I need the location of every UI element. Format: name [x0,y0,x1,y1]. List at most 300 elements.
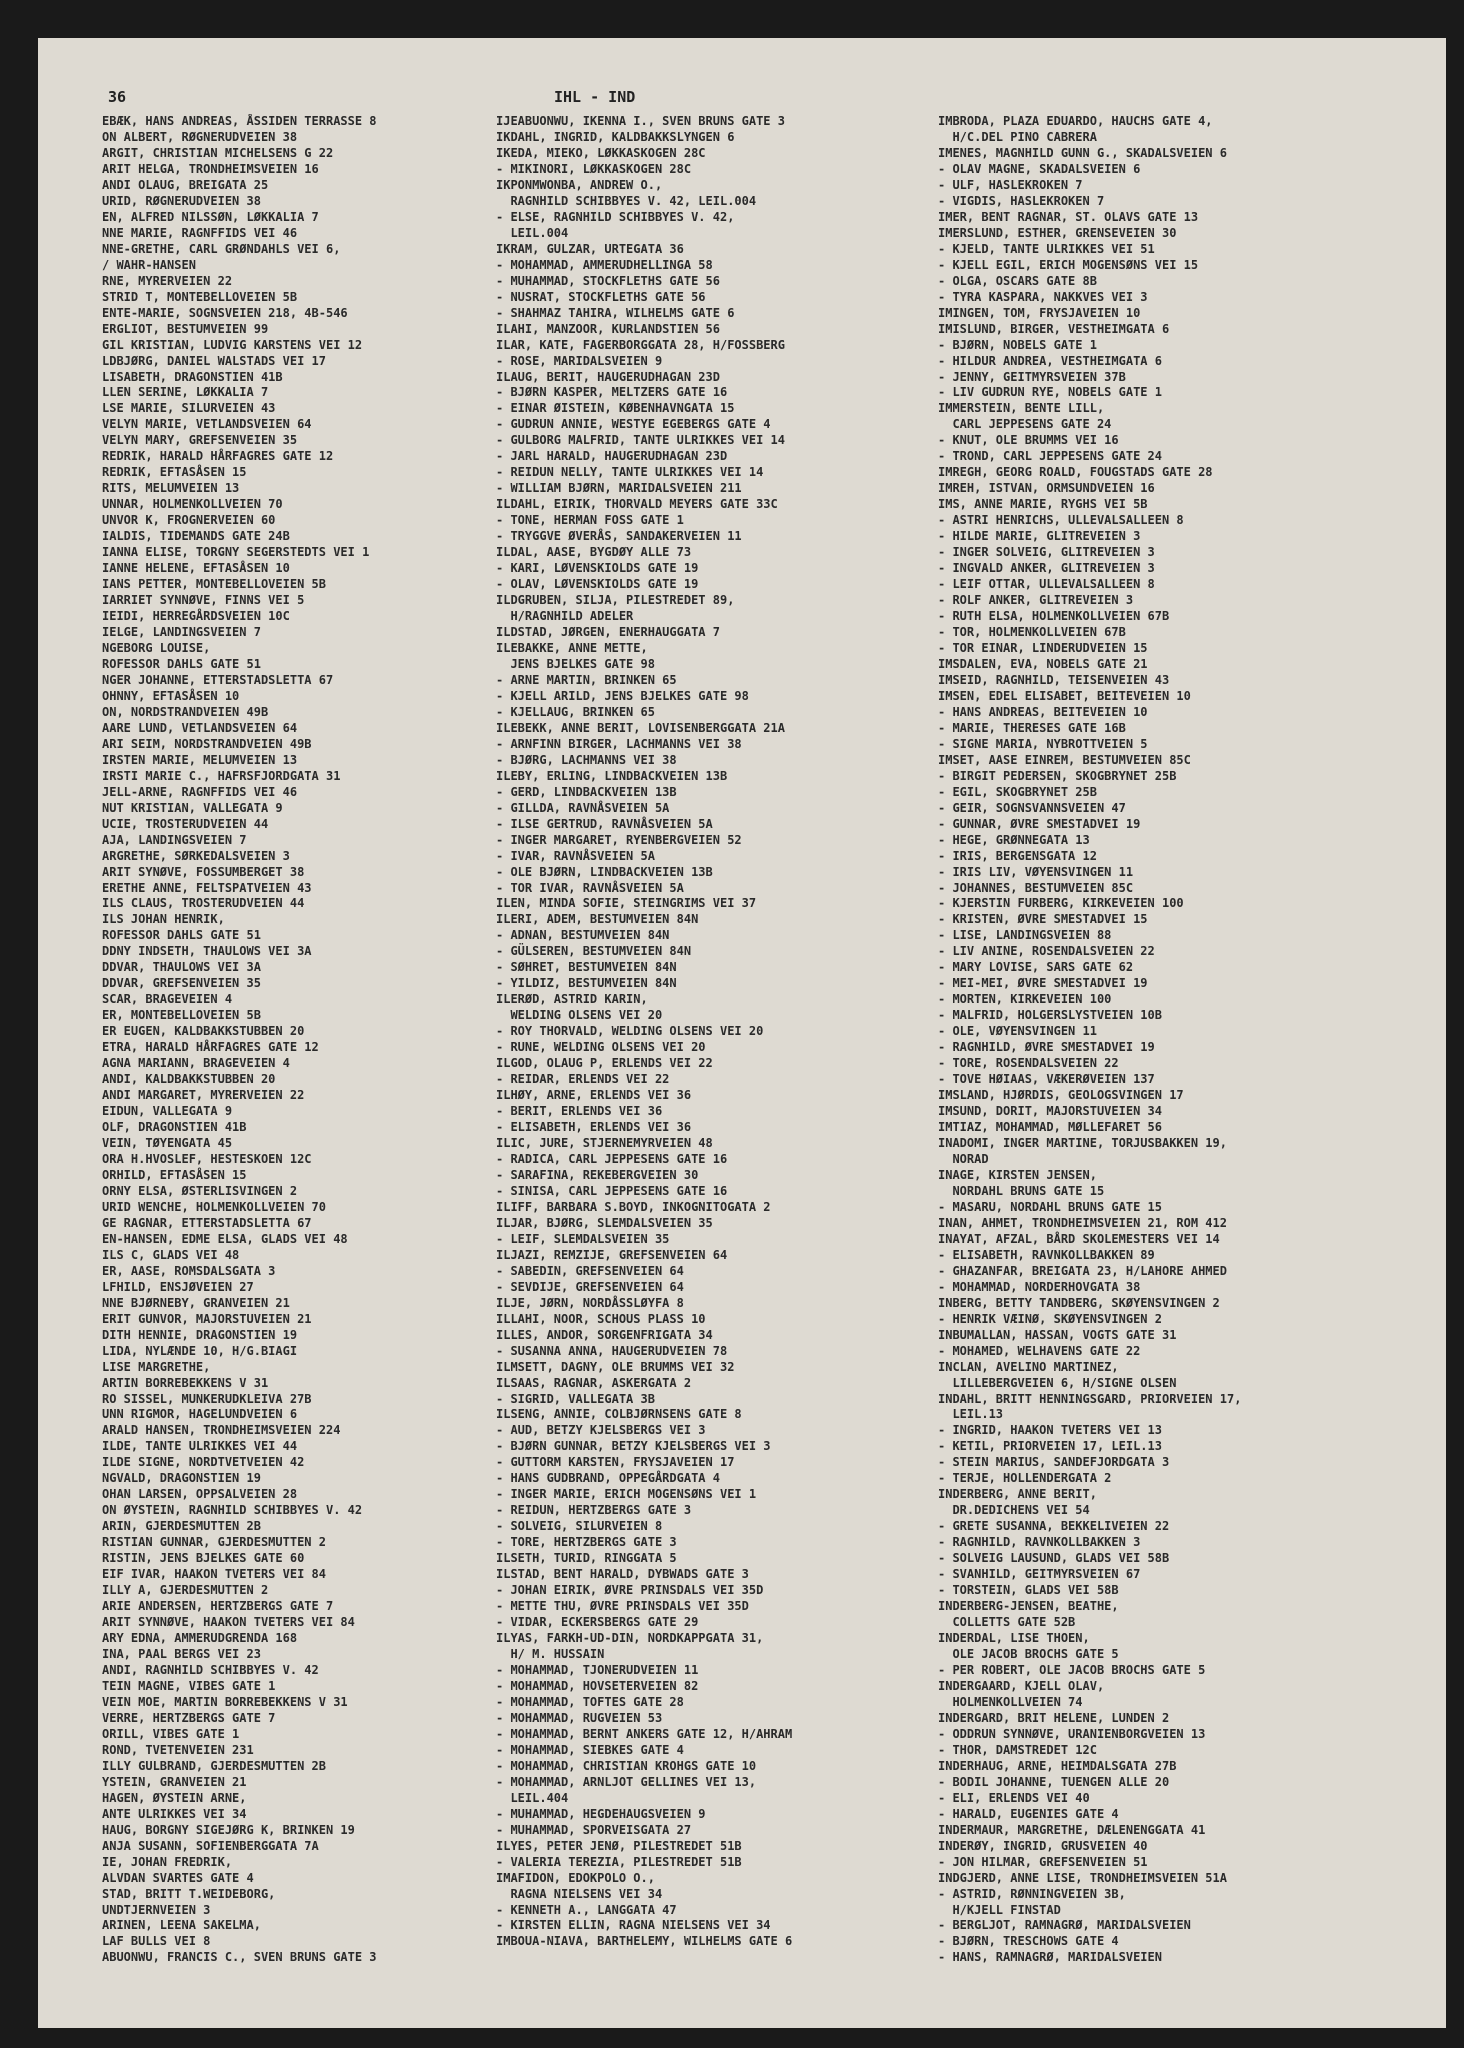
directory-entry: UCIE, TROSTERUDVEIEN 44 [102,816,269,831]
directory-entry: - HANS, RAMNAGRØ, MARIDALSVEIEN [938,1950,1162,1965]
directory-entry: - KETIL, PRIORVEIEN 17, LEIL.13 [938,1439,1162,1454]
directory-entry: ILJE, JØRN, NORDÅSSLØYFA 8 [496,1295,684,1310]
directory-entry: ILIFF, BARBARA S.BOYD, INKOGNITOGATA 2 [496,1199,771,1214]
directory-entry: - BJØRN, NOBELS GATE 1 [938,337,1097,352]
directory-entry: LILLEBERGVEIEN 6, H/SIGNE OLSEN [938,1375,1177,1390]
directory-entry: - TOR EINAR, LINDERUDVEIEN 15 [938,640,1148,655]
directory-entry: ORNY ELSA, ØSTERLISVINGEN 2 [102,1183,298,1198]
directory-entry: - GULBORG MALFRID, TANTE ULRIKKES VEI 14 [496,433,785,448]
directory-entry: - SIGRID, VALLEGATA 3B [496,1391,655,1406]
directory-entry: - KJELD, TANTE ULRIKKES VEI 51 [938,241,1155,256]
directory-entry: VERRE, HERTZBERGS GATE 7 [102,1710,276,1725]
directory-entry: INDERGARD, BRIT HELENE, LUNDEN 2 [938,1710,1170,1725]
page-name-range: IHL - IND [554,88,636,106]
directory-entry: - TORSTEIN, GLADS VEI 58B [938,1583,1119,1598]
directory-entry: - RAGNHILD, ØVRE SMESTADVEI 19 [938,1040,1155,1055]
directory-entry: - KRISTEN, ØVRE SMESTADVEI 15 [938,912,1148,927]
directory-entry: - TOVE HØIAAS, VÆKERØVEIEN 137 [938,1072,1155,1087]
directory-entry: ARINEN, LEENA SAKELMA, [102,1918,261,1933]
directory-entry: VELYN MARY, GREFSENVEIEN 35 [102,433,298,448]
directory-entry: ILJAZI, REMZIJE, GREFSENVEIEN 64 [496,1247,728,1262]
directory-entry: - ROY THORVALD, WELDING OLSENS VEI 20 [496,1024,764,1039]
directory-entry: IANS PETTER, MONTEBELLOVEIEN 5B [102,577,326,592]
directory-entry: ILHØY, ARNE, ERLENDS VEI 36 [496,1088,692,1103]
directory-entry: ON ALBERT, RØGNERUDVEIEN 38 [102,129,298,144]
directory-entry: INDERGAARD, KJELL OLAV, [938,1678,1105,1693]
directory-entry: RAGNA NIELSENS VEI 34 [496,1886,663,1901]
directory-entry: - EGIL, SKOGBRYNET 25B [938,784,1097,799]
directory-entry: GIL KRISTIAN, LUDVIG KARSTENS VEI 12 [102,337,363,352]
directory-entry: INCLAN, AVELINO MARTINEZ, [938,1359,1119,1374]
directory-entry: IMTIAZ, MOHAMMAD, MØLLEFARET 56 [938,1120,1162,1135]
directory-entry: - PER ROBERT, OLE JACOB BROCHS GATE 5 [938,1662,1206,1677]
directory-entry: - EINAR ØISTEIN, KØBENHAVNGATA 15 [496,401,735,416]
directory-entry: JELL-ARNE, RAGNFFIDS VEI 46 [102,784,298,799]
directory-entry: - YILDIZ, BESTUMVEIEN 84N [496,976,677,991]
directory-entry: IMS, ANNE MARIE, RYGHS VEI 5B [938,497,1148,512]
directory-entry: - ELI, ERLENDS VEI 40 [938,1790,1090,1805]
directory-entry: ARTIN BORREBEKKENS V 31 [102,1375,269,1390]
directory-entry: LEIL.004 [496,225,569,240]
directory-entry: ILAHI, MANZOOR, KURLANDSTIEN 56 [496,321,720,336]
directory-entry: IKPONMWONBA, ANDREW O., [496,177,663,192]
directory-entry: TEIN MAGNE, VIBES GATE 1 [102,1678,276,1693]
directory-entry: - TORE, ROSENDALSVEIEN 22 [938,1056,1119,1071]
directory-entry: - BJØRN GUNNAR, BETZY KJELSBERGS VEI 3 [496,1439,771,1454]
directory-entry: - GEIR, SOGNSVANNSVEIEN 47 [938,800,1126,815]
directory-entry: - VIGDIS, HASLEKROKEN 7 [938,193,1105,208]
directory-entry: RO SISSEL, MUNKERUDKLEIVA 27B [102,1391,312,1406]
directory-entry: - MASARU, NORDAHL BRUNS GATE 15 [938,1199,1162,1214]
directory-entry: - MIKINORI, LØKKASKOGEN 28C [496,161,692,176]
directory-entry: DR.DEDICHENS VEI 54 [938,1503,1090,1518]
directory-entry: INAN, AHMET, TRONDHEIMSVEIEN 21, ROM 412 [938,1215,1227,1230]
directory-entry: IMMERSTEIN, BENTE LILL, [938,401,1105,416]
directory-entry: NNE BJØRNEBY, GRANVEIEN 21 [102,1295,290,1310]
directory-entry: - SØHRET, BESTUMVEIEN 84N [496,960,677,975]
directory-entry: IMSLAND, HJØRDIS, GEOLOGSVINGEN 17 [938,1088,1184,1103]
directory-entry: IALDIS, TIDEMANDS GATE 24B [102,529,290,544]
directory-entry: IRSTEN MARIE, MELUMVEIEN 13 [102,752,298,767]
directory-entry: - HEGE, GRØNNEGATA 13 [938,832,1090,847]
directory-entry: - MOHAMMAD, BERNT ANKERS GATE 12, H/AHRAM [496,1726,793,1741]
directory-entry: ER EUGEN, KALDBAKKSTUBBEN 20 [102,1024,305,1039]
directory-entry: - ASTRI HENRICHS, ULLEVALSALLEEN 8 [938,513,1184,528]
directory-entry: - MOHAMMAD, TOFTES GATE 28 [496,1694,684,1709]
directory-entry: UNDTJERNVEIEN 3 [102,1902,211,1917]
directory-entry: ILYES, PETER JENØ, PILESTREDET 51B [496,1838,742,1853]
directory-entry: - TOR IVAR, RAVNÅSVEIEN 5A [496,880,684,895]
directory-entry: RISTIAN GUNNAR, GJERDESMUTTEN 2 [102,1535,326,1550]
directory-entry: SCAR, BRAGEVEIEN 4 [102,992,233,1007]
directory-entry: - MOHAMMAD, TJONERUDVEIEN 11 [496,1662,699,1677]
directory-entry: ILEN, MINDA SOFIE, STEINGRIMS VEI 37 [496,896,757,911]
directory-entry: URID, RØGNERUDVEIEN 38 [102,193,261,208]
directory-entry: - MALFRID, HOLGERSLYSTVEIEN 10B [938,1008,1162,1023]
directory-entry: ER, MONTEBELLOVEIEN 5B [102,1008,261,1023]
directory-entry: - MEI-MEI, ØVRE SMESTADVEI 19 [938,976,1148,991]
directory-entry: ANTE ULRIKKES VEI 34 [102,1806,247,1821]
directory-entry: IMAFIDON, EDOKPOLO O., [496,1870,655,1885]
page-number: 36 [108,88,127,106]
directory-entry: ER, AASE, ROMSDALSGATA 3 [102,1263,276,1278]
directory-entry: - ILSE GERTRUD, RAVNÅSVEIEN 5A [496,816,713,831]
directory-entry: ILS C, GLADS VEI 48 [102,1247,240,1262]
directory-entry: - NUSRAT, STOCKFLETHS GATE 56 [496,289,706,304]
directory-entry: HOLMENKOLLVEIEN 74 [938,1694,1083,1709]
directory-entry: IJEABUONWU, IKENNA I., SVEN BRUNS GATE 3 [496,114,785,128]
directory-entry: - INGVALD ANKER, GLITREVEIEN 3 [938,561,1155,576]
directory-entry: EN, ALFRED NILSSØN, LØKKALIA 7 [102,209,319,224]
directory-entry: - LEIF OTTAR, ULLEVALSALLEEN 8 [938,577,1155,592]
directory-entry: EIDUN, VALLEGATA 9 [102,1104,233,1119]
directory-entry: ARIT SYNNØVE, HAAKON TVETERS VEI 84 [102,1615,355,1630]
directory-entry: NORAD [938,1151,989,1166]
directory-entry: - ELISABETH, ERLENDS VEI 36 [496,1120,692,1135]
directory-entry: DDVAR, GREFSENVEIEN 35 [102,976,261,991]
directory-entry: - WILLIAM BJØRN, MARIDALSVEIEN 211 [496,481,742,496]
directory-entry: NGVALD, DRAGONSTIEN 19 [102,1471,261,1486]
directory-entry: - HILDE MARIE, GLITREVEIEN 3 [938,529,1141,544]
directory-entry: - HANS GUDBRAND, OPPEGÅRDGATA 4 [496,1471,720,1486]
directory-entry: INAYAT, AFZAL, BÅRD SKOLEMESTERS VEI 14 [938,1231,1220,1246]
directory-entry: INDERDAL, LISE THOEN, [938,1631,1090,1646]
directory-column-3 [938,114,1418,1966]
directory-entry: OHNNY, EFTASÅSEN 10 [102,688,240,703]
directory-entry: - IVAR, RAVNÅSVEIEN 5A [496,848,655,863]
directory-entry: EBÆK, HANS ANDREAS, ÅSSIDEN TERRASSE 8 [102,114,377,128]
directory-entry: ORHILD, EFTASÅSEN 15 [102,1167,247,1182]
directory-entry: H/KJELL FINSTAD [938,1902,1061,1917]
directory-entry: - JON HILMAR, GREFSENVEIEN 51 [938,1854,1148,1869]
directory-entry: - KJELL ARILD, JENS BJELKES GATE 98 [496,688,749,703]
directory-entry: ILDE SIGNE, NORDTVETVEIEN 42 [102,1455,305,1470]
directory-entry: - METTE THU, ØVRE PRINSDALS VEI 35D [496,1599,749,1614]
directory-entry: - SEVDIJE, GREFSENVEIEN 64 [496,1279,684,1294]
directory-entry: LEIL.404 [496,1790,569,1805]
directory-entry: - ROSE, MARIDALSVEIEN 9 [496,353,663,368]
directory-entry: ILLY GULBRAND, GJERDESMUTTEN 2B [102,1758,326,1773]
directory-entry: EN-HANSEN, EDME ELSA, GLADS VEI 48 [102,1231,348,1246]
directory-entry: - SINISA, CARL JEPPESENS GATE 16 [496,1183,728,1198]
directory-entry: NNE MARIE, RAGNFFIDS VEI 46 [102,225,298,240]
directory-entry: ILDAL, AASE, BYGDØY ALLE 73 [496,545,692,560]
directory-entry: - MOHAMMAD, AMMERUDHELLINGA 58 [496,257,713,272]
directory-entry: INADOMI, INGER MARTINE, TORJUSBAKKEN 19, [938,1136,1227,1150]
directory-entry: - GHAZANFAR, BREIGATA 23, H/LAHORE AHMED [938,1263,1227,1278]
directory-entry: IRSTI MARIE C., HAFRSFJORDGATA 31 [102,768,341,783]
directory-entry: ALVDAN SVARTES GATE 4 [102,1870,254,1885]
directory-entry: - MOHAMMAD, CHRISTIAN KROHGS GATE 10 [496,1758,757,1773]
directory-entry: IMSEID, RAGNHILD, TEISENVEIEN 43 [938,672,1170,687]
directory-entry: - IRIS, BERGENSGATA 12 [938,848,1097,863]
directory-entry: - KJERSTIN FURBERG, KIRKEVEIEN 100 [938,896,1184,911]
directory-entry: IANNA ELISE, TORGNY SEGERSTEDTS VEI 1 [102,545,370,560]
directory-entry: - INGER MARGARET, RYENBERGVEIEN 52 [496,832,742,847]
directory-entry: IELGE, LANDINGSVEIEN 7 [102,625,261,639]
directory-entry: - ARNE MARTIN, BRINKEN 65 [496,672,677,687]
directory-entry: LISE MARGRETHE, [102,1359,211,1374]
directory-entry: CARL JEPPESENS GATE 24 [938,417,1112,432]
directory-entry: - BODIL JOHANNE, TUENGEN ALLE 20 [938,1774,1170,1789]
directory-entry: ARY EDNA, AMMERUDGRENDA 168 [102,1631,298,1646]
directory-entry: - TROND, CARL JEPPESENS GATE 24 [938,449,1162,464]
directory-entry: IKDAHL, INGRID, KALDBAKKSLYNGEN 6 [496,129,735,144]
directory-entry: - OLAV, LØVENSKIOLDS GATE 19 [496,577,699,592]
directory-entry: ENTE-MARIE, SOGNSVEIEN 218, 4B-546 [102,305,348,320]
directory-entry: - SOLVEIG, SILURVEIEN 8 [496,1519,663,1534]
directory-entry: UNN RIGMOR, HAGELUNDVEIEN 6 [102,1407,298,1422]
directory-entry: - MOHAMMAD, NORDERHOVGATA 38 [938,1279,1141,1294]
directory-entry: - SIGNE MARIA, NYBROTTVEIEN 5 [938,736,1148,751]
directory-entry: ILLY A, GJERDESMUTTEN 2 [102,1583,269,1598]
directory-entry: INDERMAUR, MARGRETHE, DÆLENENGGATA 41 [938,1822,1206,1837]
directory-column-1 [102,114,536,1966]
directory-entry: - ULF, HASLEKROKEN 7 [938,177,1083,192]
directory-entry: ILAR, KATE, FAGERBORGGATA 28, H/FOSSBERG [496,337,785,352]
directory-entry: ETRA, HARALD HÅRFAGRES GATE 12 [102,1040,319,1055]
directory-entry: - MOHAMMAD, ARNLJOT GELLINES VEI 13, [496,1774,757,1789]
directory-entry: - JOHANNES, BESTUMVEIEN 85C [938,880,1134,895]
directory-entry: IMBOUA-NIAVA, BARTHELEMY, WILHELMS GATE 6 [496,1934,793,1949]
directory-entry: NGEBORG LOUISE, [102,640,211,655]
directory-entry: - VALERIA TEREZIA, PILESTREDET 51B [496,1854,742,1869]
directory-entry: - BERIT, ERLENDS VEI 36 [496,1104,663,1119]
directory-entry: IMINGEN, TOM, FRYSJAVEIEN 10 [938,305,1141,320]
directory-entry: JENS BJELKES GATE 98 [496,656,655,671]
directory-entry: - TONE, HERMAN FOSS GATE 1 [496,513,684,528]
directory-page-paper [38,38,1446,2028]
directory-entry: ILIC, JURE, STJERNEMYRVEIEN 48 [496,1136,713,1150]
directory-entry: RNE, MYRERVEIEN 22 [102,273,233,288]
directory-entry: LIDA, NYLÆNDE 10, H/G.BIAGI [102,1343,298,1358]
directory-entry: - REIDUN, HERTZBERGS GATE 3 [496,1503,692,1518]
directory-entry: HAGEN, ØYSTEIN ARNE, [102,1790,247,1805]
directory-entry: - STEIN MARIUS, SANDEFJORDGATA 3 [938,1455,1170,1470]
directory-entry: - SABEDIN, GREFSENVEIEN 64 [496,1263,684,1278]
directory-entry: ROND, TVETENVEIEN 231 [102,1742,254,1757]
directory-entry: - MUHAMMAD, HEGDEHAUGSVEIEN 9 [496,1806,706,1821]
directory-entry: - KJELL EGIL, ERICH MOGENSØNS VEI 15 [938,257,1199,272]
directory-entry: IKRAM, GULZAR, URTEGATA 36 [496,241,684,256]
directory-entry: - GUNNAR, ØVRE SMESTADVEI 19 [938,816,1141,831]
directory-entry: - SUSANNA ANNA, HAUGERUDVEIEN 78 [496,1343,728,1358]
directory-entry: INDGJERD, ANNE LISE, TRONDHEIMSVEIEN 51A [938,1870,1227,1885]
directory-entry: - RAGNHILD, RAVNKOLLBAKKEN 3 [938,1535,1141,1550]
directory-entry: ARIT HELGA, TRONDHEIMSVEIEN 16 [102,161,319,176]
directory-entry: ILDSTAD, JØRGEN, ENERHAUGGATA 7 [496,625,720,639]
directory-entry: - MARY LOVISE, SARS GATE 62 [938,960,1134,975]
directory-entry: - MOHAMMAD, RUGVEIEN 53 [496,1710,663,1725]
directory-entry: - ODDRUN SYNNØVE, URANIENBORGVEIEN 13 [938,1726,1206,1741]
directory-entry: - TOR, HOLMENKOLLVEIEN 67B [938,625,1126,639]
directory-entry: ARALD HANSEN, TRONDHEIMSVEIEN 224 [102,1423,341,1438]
directory-entry: - GRETE SUSANNA, BEKKELIVEIEN 22 [938,1519,1170,1534]
directory-entry: - JOHAN EIRIK, ØVRE PRINSDALS VEI 35D [496,1583,764,1598]
directory-entry: - SARAFINA, REKEBERGVEIEN 30 [496,1167,699,1182]
directory-entry: H/RAGNHILD ADELER [496,609,634,624]
directory-column-2 [496,114,936,1950]
directory-entry: ABUONWU, FRANCIS C., SVEN BRUNS GATE 3 [102,1950,377,1965]
directory-entry: ANDI OLAUG, BREIGATA 25 [102,177,269,192]
directory-entry: - OLE BJØRN, LINDBACKVEIEN 13B [496,864,713,879]
directory-entry: - OLGA, OSCARS GATE 8B [938,273,1097,288]
directory-entry: - IRIS LIV, VØYENSVINGEN 11 [938,864,1134,879]
directory-entry: ORA H.HVOSLEF, HESTESKOEN 12C [102,1151,312,1166]
directory-entry: - MARIE, THERESES GATE 16B [938,720,1126,735]
directory-entry: - ROLF ANKER, GLITREVEIEN 3 [938,593,1134,608]
directory-entry: ON ØYSTEIN, RAGNHILD SCHIBBYES V. 42 [102,1503,363,1518]
directory-entry: ILSENG, ANNIE, COLBJØRNSENS GATE 8 [496,1407,742,1422]
directory-entry: IEIDI, HERREGÅRDSVEIEN 10C [102,609,290,624]
directory-entry: ARIE ANDERSEN, HERTZBERGS GATE 7 [102,1599,334,1614]
directory-entry: IMSDALEN, EVA, NOBELS GATE 21 [938,656,1148,671]
directory-entry: RAGNHILD SCHIBBYES V. 42, LEIL.004 [496,193,757,208]
directory-entry: URID WENCHE, HOLMENKOLLVEIEN 70 [102,1199,326,1214]
directory-entry: AJA, LANDINGSVEIEN 7 [102,832,247,847]
directory-entry: - GÜLSEREN, BESTUMVEIEN 84N [496,944,692,959]
directory-entry: ANDI, KALDBAKKSTUBBEN 20 [102,1072,276,1087]
directory-entry: - HILDUR ANDREA, VESTHEIMGATA 6 [938,353,1162,368]
directory-entry: IMER, BENT RAGNAR, ST. OLAVS GATE 13 [938,209,1199,224]
directory-entry: - LIV GUDRUN RYE, NOBELS GATE 1 [938,385,1162,400]
directory-entry: ARIN, GJERDESMUTTEN 2B [102,1519,261,1534]
directory-entry: HAUG, BORGNY SIGEJØRG K, BRINKEN 19 [102,1822,355,1837]
directory-entry: - REIDAR, ERLENDS VEI 22 [496,1072,670,1087]
directory-entry: COLLETTS GATE 52B [938,1615,1076,1630]
directory-entry: INA, PAAL BERGS VEI 23 [102,1647,261,1661]
directory-entry: IMENES, MAGNHILD GUNN G., SKADALSVEIEN 6 [938,145,1227,160]
directory-entry: IMREH, ISTVAN, ORMSUNDVEIEN 16 [938,481,1155,496]
directory-entry: ILDAHL, EIRIK, THORVALD MEYERS GATE 33C [496,497,778,512]
directory-entry: ERETHE ANNE, FELTSPATVEIEN 43 [102,880,312,895]
directory-entry: NNE-GRETHE, CARL GRØNDAHLS VEI 6, [102,241,341,256]
directory-entry: STRID T, MONTEBELLOVEIEN 5B [102,289,298,304]
directory-entry: ILSAAS, RAGNAR, ASKERGATA 2 [496,1375,692,1390]
directory-entry: - JENNY, GEITMYRSVEIEN 37B [938,369,1126,384]
directory-entry: UNVOR K, FROGNERVEIEN 60 [102,513,276,528]
directory-entry: - LIV ANINE, ROSENDALSVEIEN 22 [938,944,1155,959]
directory-entry: - MOHAMMAD, HOVSETERVEIEN 82 [496,1678,699,1693]
directory-entry: DDVAR, THAULOWS VEI 3A [102,960,261,975]
directory-entry: ILERØD, ASTRID KARIN, [496,992,648,1007]
directory-entry: INDERØY, INGRID, GRUSVEIEN 40 [938,1838,1148,1853]
directory-entry: ILEBEKK, ANNE BERIT, LOVISENBERGGATA 21A [496,720,785,735]
directory-entry: - INGER MARIE, ERICH MOGENSØNS VEI 1 [496,1487,757,1502]
directory-entry: NGER JOHANNE, ETTERSTADSLETTA 67 [102,672,334,687]
directory-entry: ERGLIOT, BESTUMVEIEN 99 [102,321,269,336]
directory-entry: OLE JACOB BROCHS GATE 5 [938,1647,1119,1661]
directory-entry: INBERG, BETTY TANDBERG, SKØYENSVINGEN 2 [938,1295,1220,1310]
directory-entry: LSE MARIE, SILURVEIEN 43 [102,401,276,416]
directory-entry: REDRIK, HARALD HÅRFAGRES GATE 12 [102,449,334,464]
directory-entry: - KNUT, OLE BRUMMS VEI 16 [938,433,1119,448]
directory-entry: NORDAHL BRUNS GATE 15 [938,1183,1105,1198]
directory-entry: - LEIF, SLEMDALSVEIEN 35 [496,1231,670,1246]
directory-entry: - SOLVEIG LAUSUND, GLADS VEI 58B [938,1551,1170,1566]
directory-entry: ILEBY, ERLING, LINDBACKVEIEN 13B [496,768,728,783]
directory-entry: - KARI, LØVENSKIOLDS GATE 19 [496,561,699,576]
directory-entry: ANDI MARGARET, MYRERVEIEN 22 [102,1088,305,1103]
directory-entry: ILSTAD, BENT HARALD, DYBWADS GATE 3 [496,1567,749,1582]
directory-entry: VEIN, TØYENGATA 45 [102,1136,233,1150]
directory-entry: - INGRID, HAAKON TVETERS VEI 13 [938,1423,1162,1438]
directory-entry: RISTIN, JENS BJELKES GATE 60 [102,1551,305,1566]
directory-entry: - BJØRN KASPER, MELTZERS GATE 16 [496,385,728,400]
directory-entry: IMSEN, EDEL ELISABET, BEITEVEIEN 10 [938,688,1191,703]
directory-entry: LAF BULLS VEI 8 [102,1934,211,1949]
directory-entry: / WAHR-HANSEN [102,257,196,272]
directory-entry: ILAUG, BERIT, HAUGERUDHAGAN 23D [496,369,720,384]
directory-entry: IMISLUND, BIRGER, VESTHEIMGATA 6 [938,321,1170,336]
directory-entry: - BJØRG, LACHMANNS VEI 38 [496,752,677,767]
directory-entry: - MOHAMMAD, SIEBKES GATE 4 [496,1742,684,1757]
directory-entry: NUT KRISTIAN, VALLEGATA 9 [102,800,283,815]
directory-entry: - TRYGGVE ØVERÅS, SANDAKERVEIEN 11 [496,529,742,544]
directory-entry: - RADICA, CARL JEPPESENS GATE 16 [496,1151,728,1166]
directory-entry: UNNAR, HOLMENKOLLVEIEN 70 [102,497,283,512]
directory-entry: LEIL.13 [938,1407,1004,1422]
directory-entry: AARE LUND, VETLANDSVEIEN 64 [102,720,298,735]
directory-entry: LISABETH, DRAGONSTIEN 41B [102,369,283,384]
directory-entry: - ARNFINN BIRGER, LACHMANNS VEI 38 [496,736,742,751]
directory-entry: INDAHL, BRITT HENNINGSGARD, PRIORVEIEN 17, [938,1391,1242,1406]
directory-entry: OLF, DRAGONSTIEN 41B [102,1120,247,1135]
directory-entry: - GUTTORM KARSTEN, FRYSJAVEIEN 17 [496,1455,735,1470]
directory-entry: RITS, MELUMVEIEN 13 [102,481,240,496]
directory-entry: ILDGRUBEN, SILJA, PILESTREDET 89, [496,593,735,608]
directory-entry: - REIDUN NELLY, TANTE ULRIKKES VEI 14 [496,465,764,480]
directory-entry: - HANS ANDREAS, BEITEVEIEN 10 [938,704,1148,719]
directory-entry: INBUMALLAN, HASSAN, VOGTS GATE 31 [938,1327,1177,1342]
directory-entry: ORILL, VIBES GATE 1 [102,1726,240,1741]
directory-entry: STAD, BRITT T.WEIDEBORG, [102,1886,276,1901]
directory-entry: - TERJE, HOLLENDERGATA 2 [938,1471,1112,1486]
directory-entry: ARGIT, CHRISTIAN MICHELSENS G 22 [102,145,334,160]
directory-entry: - BIRGIT PEDERSEN, SKOGBRYNET 25B [938,768,1177,783]
directory-entry: - KENNETH A., LANGGATA 47 [496,1902,677,1917]
directory-entry: AGNA MARIANN, BRAGEVEIEN 4 [102,1056,290,1071]
directory-entry: LFHILD, ENSJØVEIEN 27 [102,1279,254,1294]
directory-entry: - OLAV MAGNE, SKADALSVEIEN 6 [938,161,1141,176]
directory-entry: - MORTEN, KIRKEVEIEN 100 [938,992,1112,1007]
directory-entry: EIF IVAR, HAAKON TVETERS VEI 84 [102,1567,326,1582]
directory-entry: DITH HENNIE, DRAGONSTIEN 19 [102,1327,298,1342]
directory-entry: ILDE, TANTE ULRIKKES VEI 44 [102,1439,298,1454]
directory-entry: IMSUND, DORIT, MAJORSTUVEIEN 34 [938,1104,1162,1119]
directory-entry: INDERBERG, ANNE BERIT, [938,1487,1097,1502]
directory-entry: - MOHAMED, WELHAVENS GATE 22 [938,1343,1141,1358]
directory-entry: LDBJØRG, DANIEL WALSTADS VEI 17 [102,353,326,368]
directory-entry: ILERI, ADEM, BESTUMVEIEN 84N [496,912,699,927]
directory-entry: ILS CLAUS, TROSTERUDVEIEN 44 [102,896,305,911]
directory-entry: ROFESSOR DAHLS GATE 51 [102,656,261,671]
directory-entry: - TYRA KASPARA, NAKKVES VEI 3 [938,289,1148,304]
directory-entry: - INGER SOLVEIG, GLITREVEIEN 3 [938,545,1155,560]
directory-entry: ILS JOHAN HENRIK, [102,912,225,927]
directory-entry: - TORE, HERTZBERGS GATE 3 [496,1535,677,1550]
directory-entry: - MUHAMMAD, SPORVEISGATA 27 [496,1822,692,1837]
directory-entry: - HARALD, EUGENIES GATE 4 [938,1806,1119,1821]
directory-entry: - OLE, VØYENSVINGEN 11 [938,1024,1097,1039]
directory-entry: - SHAHMAZ TAHIRA, WILHELMS GATE 6 [496,305,735,320]
directory-entry: WELDING OLSENS VEI 20 [496,1008,663,1023]
directory-entry: IKEDA, MIEKO, LØKKASKOGEN 28C [496,145,706,160]
directory-entry: DDNY INDSETH, THAULOWS VEI 3A [102,944,312,959]
directory-entry: ANDI, RAGNHILD SCHIBBYES V. 42 [102,1662,319,1677]
directory-entry: IARRIET SYNNØVE, FINNS VEI 5 [102,593,305,608]
directory-entry: - ASTRID, RØNNINGVEIEN 3B, [938,1886,1126,1901]
